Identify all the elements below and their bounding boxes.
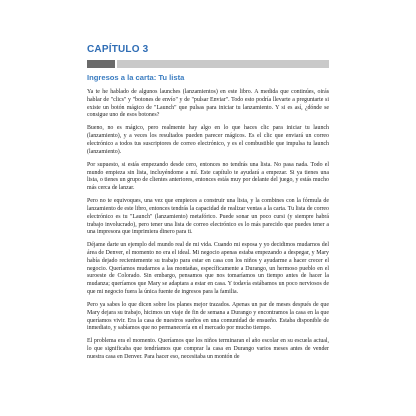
paragraph: Pero ya sabes lo que dicen sobre los planes mejor trazados. Apenas un par de meses después de que Mary dejara su trabajo, hicimos un viaje de fin de semana a Durango y encontramos la casa en la que queríamos vivir. Era la casa de nuestros sueños en una comunidad de ensueño. Estaba disponible de inmediato, y sabíamos que no permanecería en el mercado por mucho tiempo. [87, 302, 329, 332]
chapter-bar-dark [87, 60, 115, 68]
paragraph: El problema era el momento. Queríamos que los niños terminaran el año escolar en su escuela actual, lo que significaba que tendríamos que comprar la casa en Durango varios meses antes de vender nuestra casa en Denver. Para hacer eso, necesitaba un montón de [87, 338, 329, 361]
paragraph: Ya te he hablado de algunos launches (lanzamientos) en este libro. A medida que continúes, oirás hablar de "clics" y "botones de envío" y de "pulsar Enviar". Todo esto podría llevarte a preguntarte si existe un botón mágico de "Launch" que pulsas para iniciar tu lanzamiento. Y si es así, ¿dónde se consigue uno de esos botones? [87, 89, 329, 119]
section-title: Ingresos a la carta: Tu lista [87, 73, 185, 82]
paragraph: Por supuesto, si estás empezando desde cero, entonces no tendrás una lista. No pasa nada. Todo el mundo empieza sin lista, incluyéndome a mí. Este capítulo te ayudará a empezar. Si ya tienes una lista, o tienes un grupo de clientes anteriores, entonces estás muy por delante del juego, y estás mucho más cerca de lanzar. [87, 161, 329, 192]
body-text [87, 89, 329, 367]
chapter-bar-light [117, 60, 329, 68]
paragraph: Bueno, no es mágico, pero realmente hay algo en lo que haces clic para iniciar tu launch (lanzamiento), y a veces los resultados pueden parecer mágicos. Es el clic que enviará un correo electrónico a todos tus suscriptores de correo electrónico, y es el combustible que impulsa tu launch (lanzamiento). [87, 125, 329, 155]
paragraph: Déjame darte un ejemplo del mundo real de mi vida. Cuando mi esposa y yo decidimos mudarnos del área de Denver, el momento no era el ideal. Mi negocio apenas estaba empezando a despegar, y Mary había dejado recientemente su trabajo para estar en casa con los niños y ayudarme a hacer crecer el negocio. Queríamos mudarnos a las montañas, específicamente a Durango, un hermoso pueblo en el suroeste de Colorado. Sin embargo, pensamos que nos tomaríamos un tiempo antes de hacer la mudanza; queríamos que Mary se adaptara a estar en casa. Y todavía estábamos un poco nerviosos de que mi negocio fuera la única fuente de ingresos para la familia. [87, 242, 329, 296]
paragraph: Pero no te equivoques, una vez que empieces a construir una lista, y la combines con la fórmula de lanzamiento de este libro, entonces tendrás la capacidad de realizar ventas a la carta. Tu lista de correo electrónico es tu "Launch" (lanzamiento) metafórico. Puede sonar un poco cursi (y siempre habrá trabajo involucrado), pero tener una lista de correo electrónico es lo más parecido que puedes tener a una impresora que imprimiera dinero para ti. [87, 198, 329, 236]
chapter-title: CAPÍTULO 3 [87, 44, 149, 55]
